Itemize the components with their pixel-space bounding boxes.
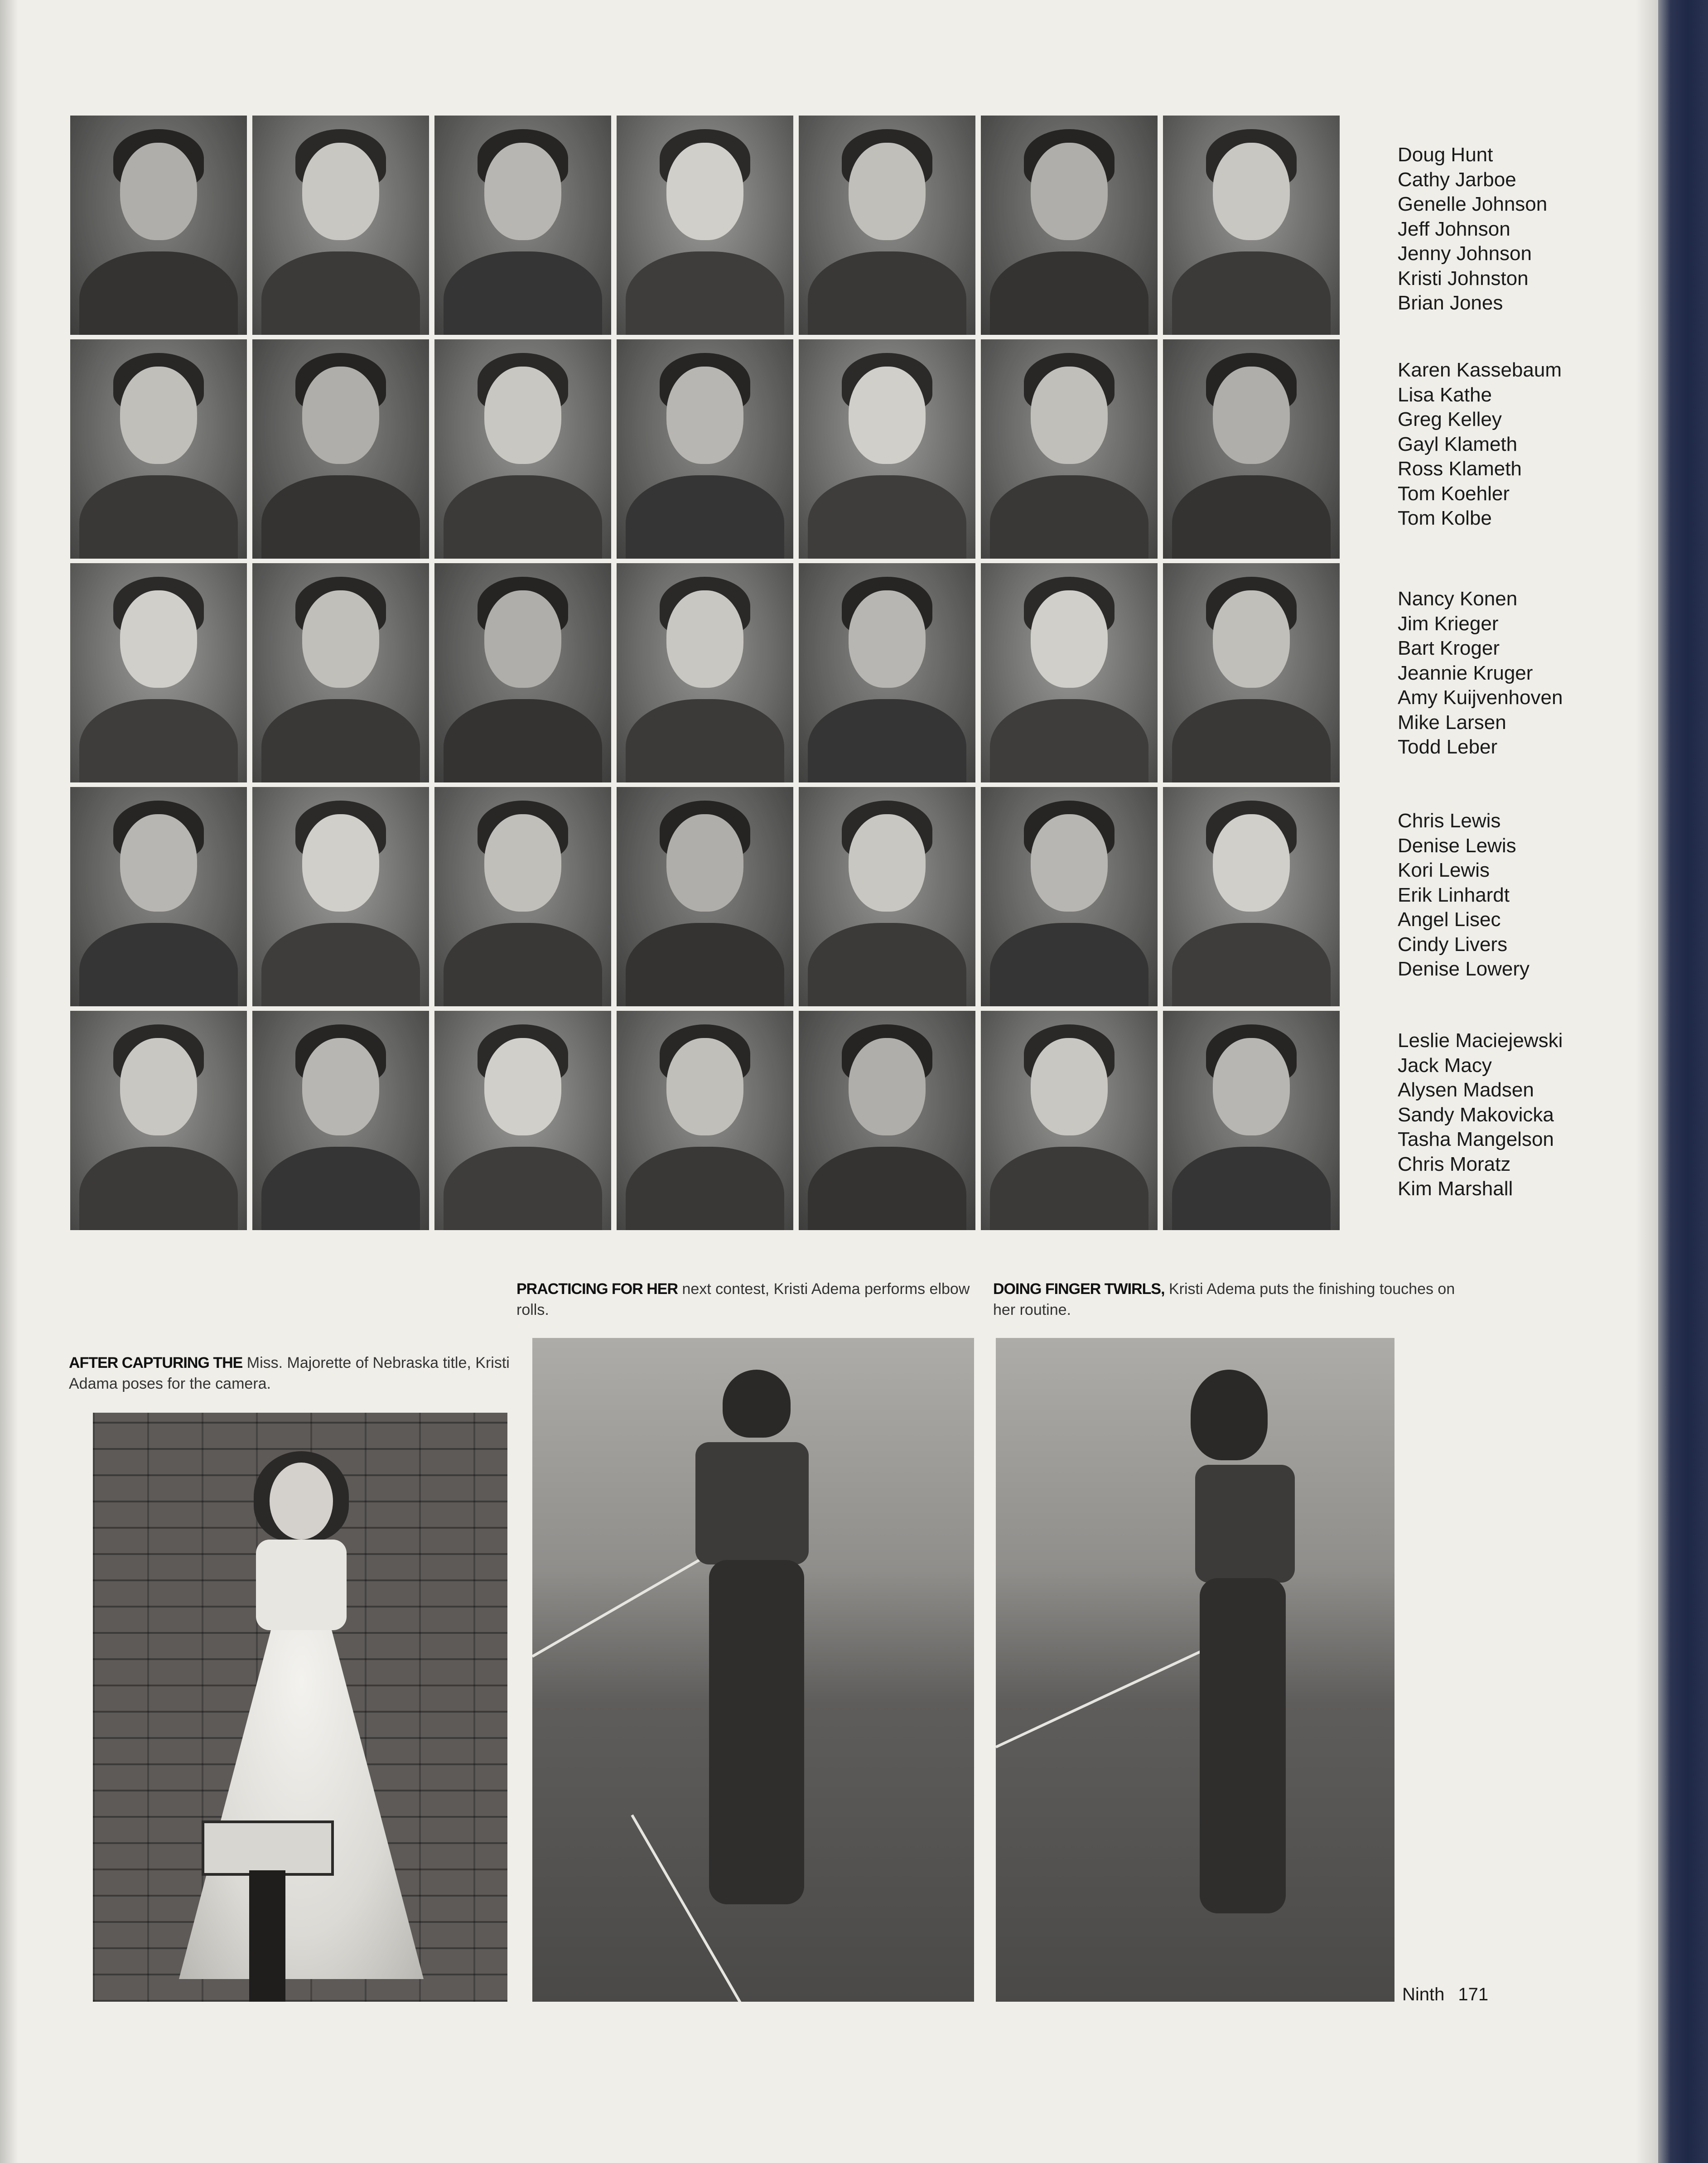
name-list bbox=[1398, 587, 1642, 760]
portrait-body bbox=[261, 251, 420, 335]
student-portrait bbox=[799, 563, 975, 782]
student-portrait bbox=[252, 563, 429, 782]
student-portrait bbox=[617, 1011, 793, 1230]
portrait-head bbox=[1031, 367, 1108, 464]
caption-text: Kristi Adema puts the finishing touches on her routine. bbox=[993, 1280, 1455, 1318]
legs-shape bbox=[1200, 1578, 1286, 1913]
student-name: Bart Kroger bbox=[1398, 637, 1500, 659]
portrait-head bbox=[1213, 1038, 1290, 1135]
student-portrait bbox=[1163, 563, 1340, 782]
portrait-head bbox=[120, 143, 197, 240]
student-name: Chris Moratz bbox=[1398, 1153, 1511, 1175]
portrait-head bbox=[484, 367, 561, 464]
student-portrait bbox=[981, 116, 1158, 335]
portrait-body bbox=[990, 923, 1148, 1006]
student-name: Kim Marshall bbox=[1398, 1178, 1513, 1200]
portrait-body bbox=[79, 475, 238, 559]
student-name: Brian Jones bbox=[1398, 292, 1503, 314]
portrait-head bbox=[484, 590, 561, 688]
section-label: Ninth bbox=[1402, 1984, 1445, 2004]
student-portrait bbox=[70, 339, 247, 559]
student-name: Jeff Johnson bbox=[1398, 217, 1510, 240]
portrait-head bbox=[849, 143, 926, 240]
student-name: Denise Lewis bbox=[1398, 834, 1516, 857]
portrait-head bbox=[120, 367, 197, 464]
student-name: Ross Klameth bbox=[1398, 458, 1522, 480]
portrait-head bbox=[849, 1038, 926, 1135]
photo-elbow-rolls bbox=[532, 1338, 974, 2002]
portrait-body bbox=[79, 251, 238, 335]
portrait-head bbox=[666, 143, 743, 240]
legs-shape bbox=[709, 1560, 804, 1904]
student-portrait bbox=[252, 1011, 429, 1230]
student-name: Jim Krieger bbox=[1398, 612, 1499, 635]
name-list bbox=[1398, 809, 1642, 982]
student-portrait bbox=[1163, 116, 1340, 335]
student-portrait bbox=[1163, 339, 1340, 559]
portrait-body bbox=[1172, 923, 1331, 1006]
student-name: Greg Kelley bbox=[1398, 408, 1502, 430]
portrait-body bbox=[808, 699, 966, 782]
student-name: Karen Kassebaum bbox=[1398, 359, 1562, 381]
portrait-head bbox=[1031, 590, 1108, 688]
portrait-body bbox=[626, 475, 784, 559]
student-name: Mike Larsen bbox=[1398, 711, 1506, 734]
student-name: Cathy Jarboe bbox=[1398, 168, 1516, 191]
student-name: Kristi Johnston bbox=[1398, 267, 1529, 290]
portrait-head bbox=[1213, 814, 1290, 912]
student-portrait bbox=[799, 787, 975, 1006]
face-shape bbox=[270, 1463, 333, 1540]
student-name: Gayl Klameth bbox=[1398, 433, 1518, 455]
portrait-body bbox=[990, 699, 1148, 782]
portrait-head bbox=[302, 590, 379, 688]
bodice-shape bbox=[256, 1540, 347, 1630]
portrait-body bbox=[1172, 251, 1331, 335]
portrait-body bbox=[990, 475, 1148, 559]
student-name: Cindy Livers bbox=[1398, 933, 1508, 956]
name-list bbox=[1398, 143, 1642, 316]
portrait-head bbox=[849, 590, 926, 688]
portrait-head bbox=[666, 814, 743, 912]
student-name: Erik Linhardt bbox=[1398, 884, 1510, 906]
portrait-body bbox=[444, 1147, 602, 1230]
student-name: Jeannie Kruger bbox=[1398, 661, 1533, 684]
student-portrait bbox=[1163, 787, 1340, 1006]
student-name: Lisa Kathe bbox=[1398, 383, 1492, 406]
portrait-body bbox=[626, 1147, 784, 1230]
portrait-body bbox=[1172, 1147, 1331, 1230]
portrait-body bbox=[261, 923, 420, 1006]
portrait-head bbox=[120, 1038, 197, 1135]
caption-text: Miss. Majorette of Nebraska title, Kristi Adama poses for the camera. bbox=[69, 1354, 510, 1392]
student-name: Amy Kuijvenhoven bbox=[1398, 686, 1563, 709]
portrait-body bbox=[808, 251, 966, 335]
student-portrait bbox=[617, 787, 793, 1006]
page-gutter-shadow bbox=[0, 0, 18, 2163]
portrait-body bbox=[990, 1147, 1148, 1230]
student-portrait bbox=[799, 339, 975, 559]
student-name: Doug Hunt bbox=[1398, 144, 1493, 166]
portrait-grid bbox=[70, 116, 1339, 1239]
portrait-body bbox=[261, 699, 420, 782]
trophy-plaque bbox=[202, 1820, 334, 1876]
portrait-body bbox=[79, 923, 238, 1006]
student-name: Chris Lewis bbox=[1398, 810, 1501, 832]
student-portrait bbox=[617, 563, 793, 782]
portrait-head bbox=[302, 814, 379, 912]
portrait-head bbox=[849, 814, 926, 912]
student-portrait bbox=[434, 339, 611, 559]
student-name: Jack Macy bbox=[1398, 1054, 1492, 1077]
student-portrait bbox=[799, 1011, 975, 1230]
portrait-body bbox=[444, 699, 602, 782]
student-name: Sandy Makovicka bbox=[1398, 1103, 1554, 1126]
portrait-head bbox=[849, 367, 926, 464]
student-portrait bbox=[252, 116, 429, 335]
portrait-head bbox=[1213, 143, 1290, 240]
caption-practicing bbox=[516, 1279, 974, 1320]
student-name: Todd Leber bbox=[1398, 736, 1498, 758]
portrait-body bbox=[990, 251, 1148, 335]
caption-lead: DOING FINGER TWIRLS, bbox=[993, 1280, 1165, 1298]
portrait-body bbox=[808, 1147, 966, 1230]
student-name: Denise Lowery bbox=[1398, 958, 1530, 980]
portrait-body bbox=[261, 475, 420, 559]
portrait-body bbox=[626, 923, 784, 1006]
caption-capturing bbox=[69, 1352, 522, 1394]
student-name: Genelle Johnson bbox=[1398, 193, 1548, 215]
student-portrait bbox=[434, 563, 611, 782]
student-name: Alysen Madsen bbox=[1398, 1079, 1534, 1101]
portrait-head bbox=[302, 367, 379, 464]
portrait-body bbox=[444, 251, 602, 335]
caption-lead: PRACTICING FOR HER bbox=[516, 1280, 678, 1298]
student-name: Angel Lisec bbox=[1398, 908, 1501, 931]
portrait-head bbox=[302, 1038, 379, 1135]
portrait-body bbox=[444, 475, 602, 559]
portrait-head bbox=[120, 814, 197, 912]
portrait-head bbox=[666, 367, 743, 464]
student-portrait bbox=[70, 787, 247, 1006]
portrait-body bbox=[1172, 475, 1331, 559]
student-portrait bbox=[70, 1011, 247, 1230]
portrait-body bbox=[808, 923, 966, 1006]
hair-shape bbox=[723, 1370, 791, 1438]
student-portrait bbox=[981, 1011, 1158, 1230]
book-binding bbox=[1658, 0, 1708, 2163]
leotard-shape bbox=[695, 1442, 809, 1564]
student-name: Nancy Konen bbox=[1398, 588, 1518, 610]
caption-lead: AFTER CAPTURING THE bbox=[69, 1354, 243, 1371]
hair-shape bbox=[1191, 1370, 1268, 1460]
student-portrait bbox=[981, 339, 1158, 559]
student-portrait bbox=[252, 339, 429, 559]
portrait-body bbox=[444, 923, 602, 1006]
student-portrait bbox=[70, 116, 247, 335]
student-portrait bbox=[617, 116, 793, 335]
portrait-body bbox=[79, 1147, 238, 1230]
portrait-head bbox=[1213, 367, 1290, 464]
portrait-body bbox=[1172, 699, 1331, 782]
student-portrait bbox=[799, 116, 975, 335]
portrait-head bbox=[484, 143, 561, 240]
photo-finger-twirls bbox=[996, 1338, 1394, 2002]
portrait-head bbox=[484, 814, 561, 912]
student-portrait bbox=[252, 787, 429, 1006]
student-portrait bbox=[434, 1011, 611, 1230]
portrait-head bbox=[1213, 590, 1290, 688]
student-portrait bbox=[70, 563, 247, 782]
student-portrait bbox=[981, 563, 1158, 782]
portrait-head bbox=[120, 590, 197, 688]
portrait-head bbox=[302, 143, 379, 240]
gown-shape bbox=[179, 1608, 424, 1979]
portrait-body bbox=[626, 251, 784, 335]
photo-majorette-crowned bbox=[93, 1413, 507, 2002]
caption-twirls bbox=[993, 1279, 1455, 1320]
page-footer bbox=[1402, 1984, 1502, 2005]
page-number: 171 bbox=[1458, 1984, 1489, 2004]
name-list bbox=[1398, 1028, 1642, 1202]
student-portrait bbox=[434, 116, 611, 335]
student-portrait bbox=[1163, 1011, 1340, 1230]
student-portrait bbox=[434, 787, 611, 1006]
trophy-stand bbox=[249, 1870, 285, 2002]
portrait-head bbox=[666, 590, 743, 688]
student-name: Tom Kolbe bbox=[1398, 507, 1492, 529]
student-name: Tasha Mangelson bbox=[1398, 1128, 1554, 1150]
leotard-shape bbox=[1195, 1465, 1295, 1583]
portrait-head bbox=[1031, 1038, 1108, 1135]
student-portrait bbox=[617, 339, 793, 559]
portrait-head bbox=[1031, 143, 1108, 240]
name-list bbox=[1398, 358, 1642, 531]
portrait-body bbox=[808, 475, 966, 559]
student-name: Kori Lewis bbox=[1398, 859, 1490, 881]
portrait-head bbox=[1031, 814, 1108, 912]
student-name: Jenny Johnson bbox=[1398, 242, 1532, 265]
student-name: Tom Koehler bbox=[1398, 482, 1510, 505]
caption-text: next contest, Kristi Adema performs elbow rolls. bbox=[516, 1280, 970, 1318]
student-name: Leslie Maciejewski bbox=[1398, 1029, 1563, 1052]
student-portrait bbox=[981, 787, 1158, 1006]
portrait-head bbox=[666, 1038, 743, 1135]
portrait-body bbox=[626, 699, 784, 782]
portrait-head bbox=[484, 1038, 561, 1135]
portrait-body bbox=[79, 699, 238, 782]
portrait-body bbox=[261, 1147, 420, 1230]
